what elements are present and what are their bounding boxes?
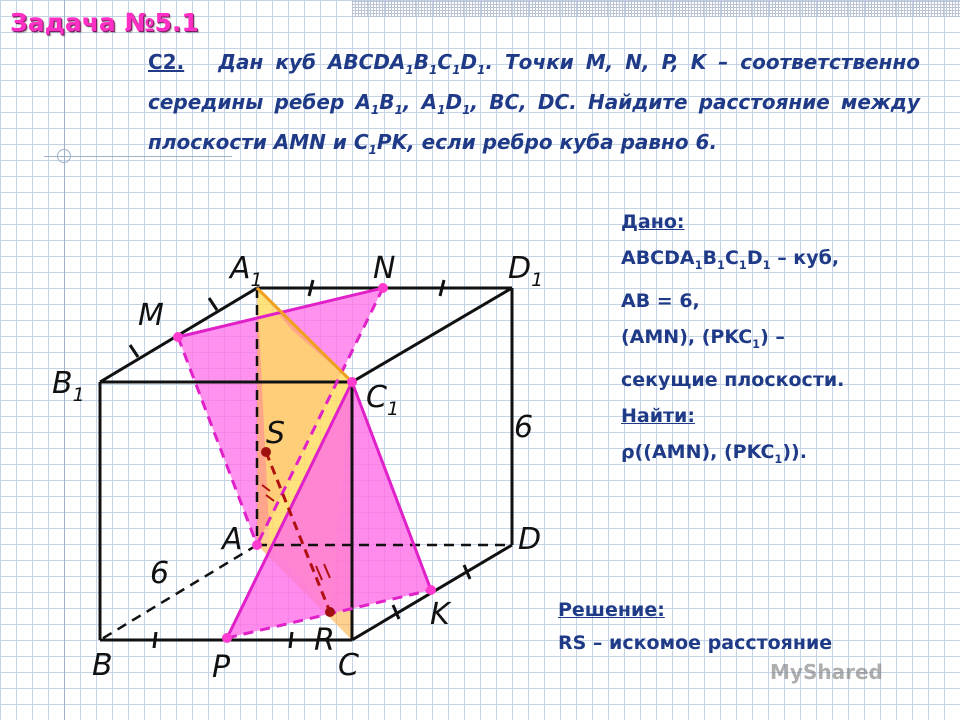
given-line-edge: AB = 6, xyxy=(621,289,700,312)
label-m: M xyxy=(138,298,164,333)
point-c1 xyxy=(347,377,357,387)
label-k: K xyxy=(430,597,450,632)
label-d1: $D_1$ xyxy=(508,251,544,291)
point-p xyxy=(222,633,232,643)
watermark-logo: MyShared xyxy=(770,660,883,684)
given-line-planes-cont: секущие плоскости. xyxy=(621,368,845,391)
label-r: R xyxy=(314,623,335,658)
problem-statement: C2. Дан куб $ABCDA_1B_1C_1D_1$. Точки M, N, P, K – соответственно середины ребер $A_1B_1$, $A_1D_1$, BC, DC. Найдите расстояние между плоскости AMN и $C_1PK$, если ребро куба равно 6. xyxy=(148,50,921,157)
point-r xyxy=(325,607,335,617)
point-m xyxy=(173,332,183,342)
label-edge-6-right: 6 xyxy=(514,410,534,445)
problem-code: C2. xyxy=(148,50,185,74)
label-p: P xyxy=(212,650,231,685)
slide-title: Задача №5.1 xyxy=(10,8,199,37)
given-heading: Дано: xyxy=(621,211,685,233)
find-expression: ρ((AMN), $(PKC_1)$). xyxy=(621,440,807,466)
solution-heading: Решение: xyxy=(558,599,665,621)
label-a: A xyxy=(222,522,243,557)
label-b: B xyxy=(92,648,113,683)
point-k xyxy=(426,585,436,595)
find-heading: Найти: xyxy=(621,404,695,427)
label-c1: $C_1$ xyxy=(366,380,400,420)
given-line-cube: $ABCDA_1B_1C_1D_1$ – куб, xyxy=(621,247,840,272)
given-line-planes: (AMN), $(PKC_1)$ – xyxy=(621,325,785,351)
point-a xyxy=(252,540,262,550)
label-n: N xyxy=(373,251,396,286)
label-c: C xyxy=(338,648,359,683)
label-s: S xyxy=(266,416,286,451)
solution-text: RS – искомое расстояние xyxy=(558,632,833,654)
label-b1: $B_1$ xyxy=(52,366,85,406)
label-a1: $A_1$ xyxy=(230,251,263,291)
label-d: D xyxy=(518,522,542,557)
label-edge-6-left: 6 xyxy=(150,556,170,591)
